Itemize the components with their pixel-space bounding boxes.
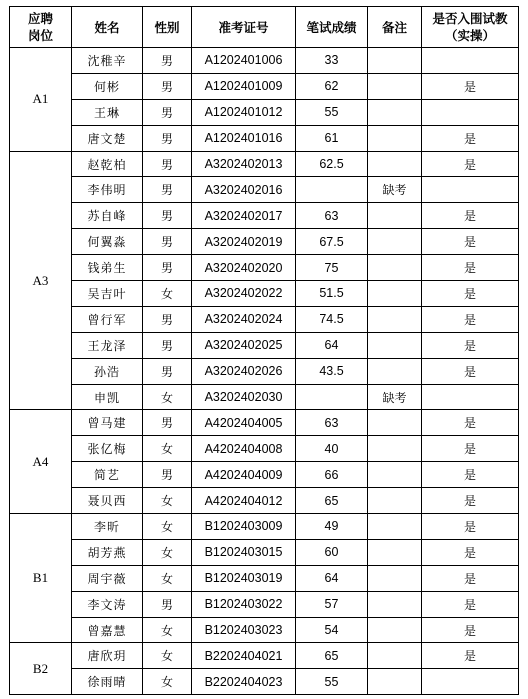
table-row xyxy=(10,151,519,177)
name-cell: 聂贝西 xyxy=(72,488,143,514)
name-cell: 周宇薇 xyxy=(72,565,143,591)
table-row xyxy=(10,229,519,255)
interview-cell xyxy=(422,177,519,203)
score-cell: 55 xyxy=(296,99,368,125)
table-body xyxy=(10,48,519,695)
score-cell: 49 xyxy=(296,514,368,540)
remark-cell xyxy=(368,281,422,307)
name-cell: 赵乾柏 xyxy=(72,151,143,177)
exam-id-cell: A1202401012 xyxy=(192,99,296,125)
score-cell: 62.5 xyxy=(296,151,368,177)
position-cell: A4 xyxy=(10,410,72,514)
exam-id-cell: B1202403022 xyxy=(192,591,296,617)
exam-id-cell: A3202402019 xyxy=(192,229,296,255)
interview-cell: 是 xyxy=(422,565,519,591)
name-cell: 李文涛 xyxy=(72,591,143,617)
interview-cell: 是 xyxy=(422,306,519,332)
exam-id-cell: A4202404008 xyxy=(192,436,296,462)
table-row xyxy=(10,514,519,540)
remark-cell xyxy=(368,229,422,255)
table-row xyxy=(10,591,519,617)
exam-id-cell: A3202402017 xyxy=(192,203,296,229)
remark-cell xyxy=(368,99,422,125)
table-row xyxy=(10,565,519,591)
score-cell xyxy=(296,384,368,410)
score-cell: 64 xyxy=(296,565,368,591)
exam-id-cell: A3202402025 xyxy=(192,332,296,358)
gender-cell: 女 xyxy=(143,643,192,669)
interview-cell xyxy=(422,99,519,125)
score-cell: 61 xyxy=(296,125,368,151)
remark-cell: 缺考 xyxy=(368,177,422,203)
table-row xyxy=(10,99,519,125)
remark-cell xyxy=(368,488,422,514)
interview-cell: 是 xyxy=(422,203,519,229)
exam-id-cell: B1202403015 xyxy=(192,539,296,565)
exam-id-cell: A3202402020 xyxy=(192,255,296,281)
table-row xyxy=(10,255,519,281)
table-row xyxy=(10,177,519,203)
interview-cell xyxy=(422,384,519,410)
exam-id-cell: B2202404021 xyxy=(192,643,296,669)
name-cell: 曾马建 xyxy=(72,410,143,436)
header-remark: 备注 xyxy=(368,7,422,48)
gender-cell: 女 xyxy=(143,488,192,514)
name-cell: 简艺 xyxy=(72,462,143,488)
gender-cell: 女 xyxy=(143,669,192,695)
interview-cell: 是 xyxy=(422,617,519,643)
gender-cell: 男 xyxy=(143,358,192,384)
table-row xyxy=(10,617,519,643)
header-interview-line-2: （实操） xyxy=(444,28,495,43)
table-row xyxy=(10,488,519,514)
header-row xyxy=(10,7,519,48)
remark-cell xyxy=(368,539,422,565)
name-cell: 苏自峰 xyxy=(72,203,143,229)
position-cell: A1 xyxy=(10,48,72,152)
score-cell: 65 xyxy=(296,488,368,514)
table-row xyxy=(10,539,519,565)
remark-cell xyxy=(368,73,422,99)
gender-cell: 男 xyxy=(143,48,192,74)
interview-cell: 是 xyxy=(422,591,519,617)
interview-cell: 是 xyxy=(422,332,519,358)
interview-cell: 是 xyxy=(422,539,519,565)
gender-cell: 女 xyxy=(143,565,192,591)
exam-id-cell: A4202404009 xyxy=(192,462,296,488)
interview-cell: 是 xyxy=(422,514,519,540)
score-cell: 43.5 xyxy=(296,358,368,384)
exam-id-cell: A3202402013 xyxy=(192,151,296,177)
exam-id-cell: A4202404012 xyxy=(192,488,296,514)
exam-id-cell: B1202403009 xyxy=(192,514,296,540)
name-cell: 钱弟生 xyxy=(72,255,143,281)
gender-cell: 女 xyxy=(143,539,192,565)
name-cell: 李昕 xyxy=(72,514,143,540)
table-row xyxy=(10,669,519,695)
score-cell xyxy=(296,177,368,203)
exam-id-cell: A3202402024 xyxy=(192,306,296,332)
gender-cell: 女 xyxy=(143,384,192,410)
score-cell: 64 xyxy=(296,332,368,358)
table-row xyxy=(10,462,519,488)
remark-cell xyxy=(368,617,422,643)
score-cell: 60 xyxy=(296,539,368,565)
remark-cell xyxy=(368,462,422,488)
position-cell: B1 xyxy=(10,514,72,643)
score-cell: 57 xyxy=(296,591,368,617)
interview-cell: 是 xyxy=(422,151,519,177)
gender-cell: 男 xyxy=(143,177,192,203)
remark-cell xyxy=(368,125,422,151)
interview-cell: 是 xyxy=(422,488,519,514)
name-cell: 胡芳燕 xyxy=(72,539,143,565)
gender-cell: 女 xyxy=(143,514,192,540)
exam-id-cell: B1202403019 xyxy=(192,565,296,591)
gender-cell: 女 xyxy=(143,436,192,462)
exam-id-cell: B2202404023 xyxy=(192,669,296,695)
name-cell: 何翼淼 xyxy=(72,229,143,255)
remark-cell xyxy=(368,669,422,695)
table-row xyxy=(10,410,519,436)
remark-cell xyxy=(368,643,422,669)
header-position xyxy=(10,7,72,48)
remark-cell: 缺考 xyxy=(368,384,422,410)
score-cell: 51.5 xyxy=(296,281,368,307)
results-sheet xyxy=(9,6,518,695)
remark-cell xyxy=(368,151,422,177)
name-cell: 唐文楚 xyxy=(72,125,143,151)
score-cell: 55 xyxy=(296,669,368,695)
exam-id-cell: A3202402016 xyxy=(192,177,296,203)
position-cell: A3 xyxy=(10,151,72,410)
interview-cell: 是 xyxy=(422,281,519,307)
table-row xyxy=(10,281,519,307)
exam-id-cell: A3202402030 xyxy=(192,384,296,410)
remark-cell xyxy=(368,591,422,617)
gender-cell: 男 xyxy=(143,255,192,281)
gender-cell: 男 xyxy=(143,332,192,358)
score-cell: 67.5 xyxy=(296,229,368,255)
remark-cell xyxy=(368,203,422,229)
remark-cell xyxy=(368,255,422,281)
name-cell: 王龙泽 xyxy=(72,332,143,358)
exam-id-cell: A1202401009 xyxy=(192,73,296,99)
gender-cell: 男 xyxy=(143,151,192,177)
interview-cell: 是 xyxy=(422,436,519,462)
header-position-line-1: 应聘 xyxy=(27,11,53,26)
remark-cell xyxy=(368,48,422,74)
remark-cell xyxy=(368,306,422,332)
table-row xyxy=(10,384,519,410)
header-interview xyxy=(422,7,519,48)
gender-cell: 男 xyxy=(143,203,192,229)
header-score: 笔试成绩 xyxy=(296,7,368,48)
remark-cell xyxy=(368,514,422,540)
table-row xyxy=(10,332,519,358)
table-row xyxy=(10,306,519,332)
remark-cell xyxy=(368,565,422,591)
name-cell: 李伟明 xyxy=(72,177,143,203)
name-cell: 曾嘉慧 xyxy=(72,617,143,643)
remark-cell xyxy=(368,436,422,462)
gender-cell: 男 xyxy=(143,306,192,332)
table-row xyxy=(10,643,519,669)
gender-cell: 男 xyxy=(143,591,192,617)
interview-cell: 是 xyxy=(422,643,519,669)
interview-cell: 是 xyxy=(422,125,519,151)
name-cell: 唐欣玥 xyxy=(72,643,143,669)
score-cell: 63 xyxy=(296,410,368,436)
interview-cell: 是 xyxy=(422,229,519,255)
interview-cell: 是 xyxy=(422,462,519,488)
table-row xyxy=(10,73,519,99)
gender-cell: 男 xyxy=(143,462,192,488)
gender-cell: 女 xyxy=(143,617,192,643)
score-cell: 66 xyxy=(296,462,368,488)
exam-id-cell: A1202401006 xyxy=(192,48,296,74)
name-cell: 孙浩 xyxy=(72,358,143,384)
table-row xyxy=(10,125,519,151)
score-cell: 33 xyxy=(296,48,368,74)
score-cell: 54 xyxy=(296,617,368,643)
score-cell: 75 xyxy=(296,255,368,281)
interview-cell: 是 xyxy=(422,255,519,281)
interview-cell xyxy=(422,669,519,695)
gender-cell: 男 xyxy=(143,125,192,151)
header-name: 姓名 xyxy=(72,7,143,48)
exam-id-cell: A4202404005 xyxy=(192,410,296,436)
remark-cell xyxy=(368,358,422,384)
remark-cell xyxy=(368,332,422,358)
interview-cell: 是 xyxy=(422,73,519,99)
name-cell: 吴吉叶 xyxy=(72,281,143,307)
score-cell: 65 xyxy=(296,643,368,669)
gender-cell: 女 xyxy=(143,281,192,307)
interview-cell: 是 xyxy=(422,410,519,436)
exam-id-cell: A3202402026 xyxy=(192,358,296,384)
score-cell: 74.5 xyxy=(296,306,368,332)
score-cell: 63 xyxy=(296,203,368,229)
name-cell: 曾行军 xyxy=(72,306,143,332)
table-row xyxy=(10,203,519,229)
header-position-line-2: 岗位 xyxy=(27,28,53,43)
name-cell: 何彬 xyxy=(72,73,143,99)
gender-cell: 男 xyxy=(143,229,192,255)
table-row xyxy=(10,48,519,74)
remark-cell xyxy=(368,410,422,436)
exam-id-cell: B1202403023 xyxy=(192,617,296,643)
table-row xyxy=(10,436,519,462)
name-cell: 王琳 xyxy=(72,99,143,125)
name-cell: 徐雨晴 xyxy=(72,669,143,695)
table-row xyxy=(10,358,519,384)
name-cell: 沈稚辛 xyxy=(72,48,143,74)
header-interview-line-1: 是否入围试教 xyxy=(432,11,508,26)
name-cell: 申凯 xyxy=(72,384,143,410)
position-cell: B2 xyxy=(10,643,72,695)
interview-cell xyxy=(422,48,519,74)
interview-cell: 是 xyxy=(422,358,519,384)
score-cell: 62 xyxy=(296,73,368,99)
gender-cell: 男 xyxy=(143,410,192,436)
exam-id-cell: A3202402022 xyxy=(192,281,296,307)
header-exam-id: 准考证号 xyxy=(192,7,296,48)
exam-results-table xyxy=(9,6,519,695)
gender-cell: 男 xyxy=(143,99,192,125)
header-gender: 性别 xyxy=(143,7,192,48)
exam-id-cell: A1202401016 xyxy=(192,125,296,151)
name-cell: 张亿梅 xyxy=(72,436,143,462)
gender-cell: 男 xyxy=(143,73,192,99)
score-cell: 40 xyxy=(296,436,368,462)
